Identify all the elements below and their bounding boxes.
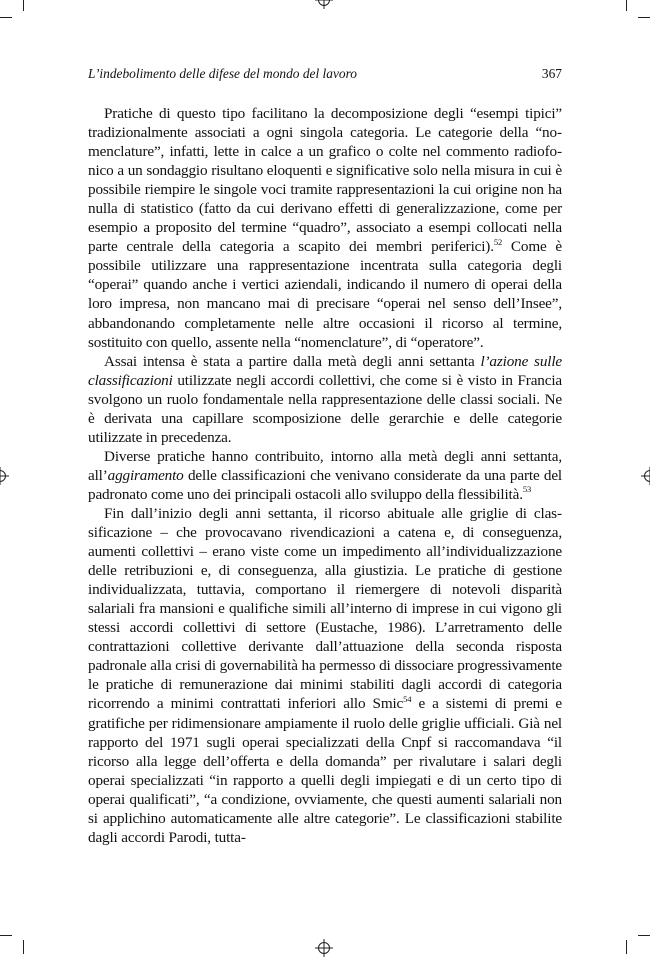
- crop-mark: [23, 940, 24, 954]
- footnote-ref: 53: [522, 484, 532, 495]
- text-run: Come è possibile utilizzare una rappresentazione incentrata sulla categoria degli “operai” quando anche i vertici aziendali, indicando il numero di operai della loro impresa, non mancano mai di precisare “operai nel senso dell’Insee”, abbandonando completamente nelle altre occasioni il ricorso al termine, sostituito con quello, assente nella “nomenclature”, di “operatore”.: [88, 238, 562, 351]
- crop-mark: [638, 17, 650, 18]
- paragraph: [88, 447, 562, 504]
- footnote-ref: 52: [493, 236, 503, 247]
- text-run: e a sistemi di premi e gratifiche per ridimensionare ampiamente il ruolo delle griglie ufficiali. Già nel rapporto del 1971 sugli operai specializzati della Cnpf si raccomandava “il ricorso alla legge dell’offerta e della domanda” per rivalutare i salari degli operai specializzati “in rapporto a quelli degli impiegati e di un certo tipo di operai qualificati”, “a condizione, ovviamente, che questi aumenti salariali non si applichino automaticamente alle altre categorie”. Le classificazioni stabilite dagli accordi Parodi, tutta-: [88, 695, 563, 846]
- text-run: Fin dall’inizio degli anni settanta, il ricorso abituale alle griglie di classificazione – che provocavano rivendicazioni a catena e, di conseguenza, aumenti collettivi – erano viste come un impedimento all’individualizzazione delle retribuzioni e, di conseguenza, alla giustizia. Le pratiche di gestione individualizzata, tuttavia, comportano il riemergere di notevoli disparità salariali fra mansioni e qualifiche simili all’interno di imprese in cui vigono gli stessi accordi collettivi di settore (Eustache, 1986). L’arretramento delle contrattazioni collettive derivante dall’attuazione della seconda risposta padronale alla crisi di governabilità ha permesso di dissociare progressivamente le pratiche di remunerazione dai minimi stabiliti dagli accordi di categoria ricorrendo a minimi contrattati inferiori allo Smic: [88, 504, 562, 713]
- registration-mark-icon: [318, 942, 330, 954]
- italic-phrase: aggiramento: [107, 466, 184, 484]
- text-run: utilizzate negli accordi collettivi, che come si è visto in Francia svolgono un ruolo fondamentale nella rappresentazione delle classi sociali. Ne è derivata una capillare scomposizione delle gerarchie e delle categorie utilizzate in precedenza.: [88, 371, 562, 446]
- body-text: [88, 104, 562, 847]
- running-title: L’indebolimento delle difese del mondo del lavoro: [88, 66, 357, 81]
- crop-mark: [0, 17, 12, 18]
- footnote-ref: 54: [403, 693, 412, 704]
- crop-mark: [638, 935, 650, 936]
- italic-phrase: l’azione sulle classificazioni: [88, 352, 562, 389]
- text-run: Pratiche di questo tipo facilitano la decomposizione degli “esempi tipici” tradizionalmente associati a ogni singola categoria. Le categorie della “nomenclature”, infatti, lette in calce a un grafico o colte nel commento radiofonico a un sondaggio risultano eloquenti e significative solo nella misura in cui è possibile riempire le singole voci tramite rappresentazioni la cui origine non ha nulla di statistico (fatto da cui derivano effetti di generalizzazione, come per esempio a proposito del termine “quadro”, associato a esempi collocati nella parte centrale della categoria a scapito dei membri periferici).: [88, 105, 562, 256]
- text-run: delle classificazioni che venivano considerate da una parte del padronato come uno dei principali ostacoli allo sviluppo della flessibilità.: [88, 466, 562, 503]
- registration-mark-icon: [0, 470, 6, 482]
- page-number: 367: [541, 66, 562, 81]
- crop-mark: [23, 0, 24, 11]
- registration-mark-icon: [318, 0, 330, 6]
- paragraph: [88, 352, 562, 447]
- text-run: Diverse pratiche hanno contribuito, intorno alla metà degli anni settanta, all’: [88, 447, 562, 484]
- paragraph: [88, 104, 562, 352]
- registration-mark-icon: [644, 470, 650, 482]
- crop-mark: [626, 0, 627, 11]
- crop-mark: [626, 940, 627, 954]
- page-header: [88, 66, 562, 82]
- crop-mark: [0, 935, 12, 936]
- paragraph: [88, 504, 562, 847]
- text-run: Assai intensa è stata a partire dalla metà degli anni settanta: [104, 352, 481, 370]
